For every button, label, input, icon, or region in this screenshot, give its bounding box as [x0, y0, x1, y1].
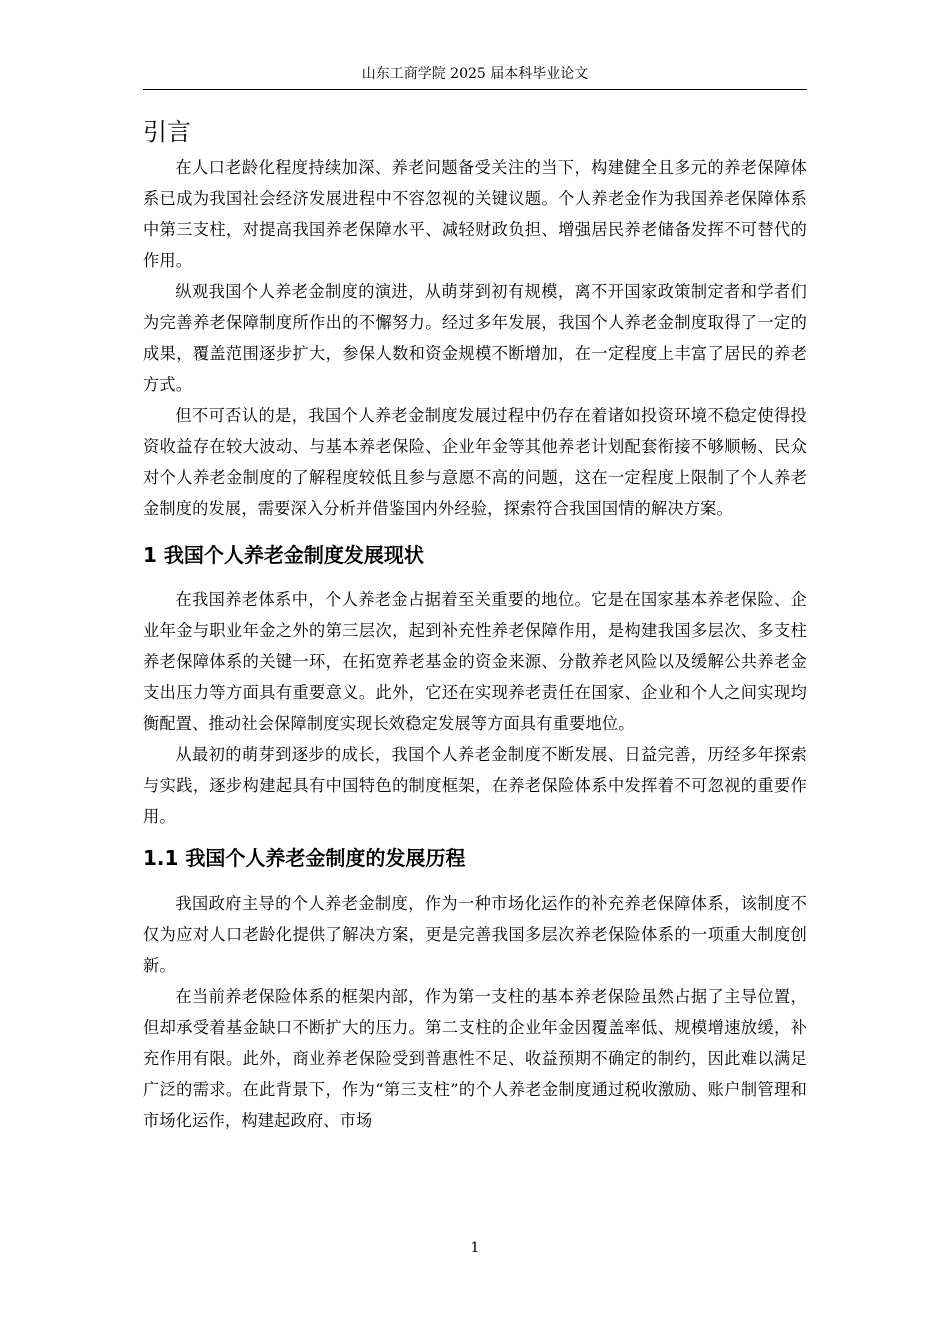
page-number: 1 — [470, 1240, 480, 1256]
section-1-1-paragraph-2: 在当前养老保险体系的框架内部，作为第一支柱的基本养老保险虽然占据了主导位置，但却承受着基金缺口不断扩大的压力。第二支柱的企业年金因覆盖率低、规模增速放缓，补充作用有限。此外，商业养老保险受到普惠性不足、收益预期不确定的制约，因此难以满足广泛的需求。在此背景下，作为“第三支柱”的个人养老金制度通过税收激励、账户制管理和市场化运作，构建起政府、市场 — [143, 987, 807, 1130]
intro-paragraph-3: 但不可否认的是，我国个人养老金制度发展过程中仍存在着诸如投资环境不稳定使得投资收益存在较大波动、与基本养老保险、企业年金等其他养老计划配套衔接不够顺畅、民众对个人养老金制度的了解程度较低且参与意愿不高的问题，这在一定程度上限制了个人养老金制度的发展，需要深入分析并借鉴国内外经验，探索符合我国国情的解决方案。 — [143, 406, 807, 518]
section-1-1-paragraph-1: 我国政府主导的个人养老金制度，作为一种市场化运作的补充养老保障体系，该制度不仅为应对人口老龄化提供了解决方案，更是完善我国多层次养老保险体系的一项重大制度创新。 — [143, 894, 807, 975]
intro-paragraph-1: 在人口老龄化程度持续加深、养老问题备受关注的当下，构建健全且多元的养老保障体系已成为我国社会经济发展进程中不容忽视的关键议题。个人养老金作为我国养老保障体系中第三支柱，对提高我国养老保障水平、减轻财政负担、增强居民养老储备发挥不可替代的作用。 — [143, 158, 807, 270]
intro-paragraph-2: 纵观我国个人养老金制度的演进，从萌芽到初有规模，离不开国家政策制定者和学者们为完善养老保障制度所作出的不懈努力。经过多年发展，我国个人养老金制度取得了一定的成果，覆盖范围逐步扩大，参保人数和资金规模不断增加，在一定程度上丰富了居民的养老方式。 — [143, 282, 807, 394]
section-1-1-heading: 1.1 我国个人养老金制度的发展历程 — [143, 846, 466, 870]
page-content — [143, 112, 807, 1136]
intro-heading: 引言 — [143, 118, 191, 146]
section-1-paragraph-2: 从最初的萌芽到逐步的成长，我国个人养老金制度不断发展、日益完善，历经多年探索与实践，逐步构建起具有中国特色的制度框架，在养老保险体系中发挥着不可忽视的重要作用。 — [143, 745, 807, 826]
header-rule — [143, 89, 807, 90]
section-1-paragraph-1: 在我国养老体系中，个人养老金占据着至关重要的地位。它是在国家基本养老保险、企业年金与职业年金之外的第三层次，起到补充性养老保障作用，是构建我国多层次、多支柱养老保障体系的关键一环，在拓宽养老基金的资金来源、分散养老风险以及缓解公共养老金支出压力等方面具有重要意义。此外，它还在实现养老责任在国家、企业和个人之间实现均衡配置、推动社会保障制度实现长效稳定发展等方面具有重要地位。 — [143, 590, 807, 733]
running-header: 山东工商学院 2025 届本科毕业论文 — [361, 66, 589, 82]
section-1-heading: 1 我国个人养老金制度发展现状 — [143, 543, 424, 567]
